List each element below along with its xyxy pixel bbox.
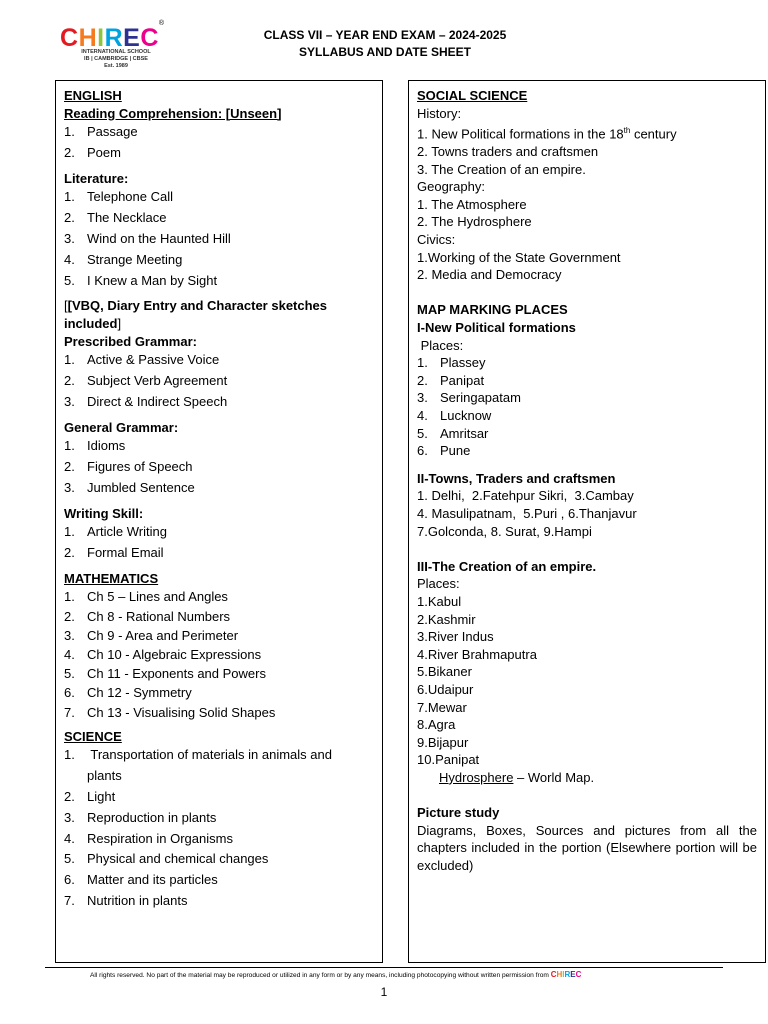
map-section-3-heading: III-The Creation of an empire. [417,558,597,574]
science-list [64,745,374,911]
header-subtitle: SYLLABUS AND DATE SHEET [298,45,471,59]
history-item: 2. Towns traders and craftsmen [417,144,599,160]
logo-line-3: Est. 1989 [104,63,128,69]
logo-line-2: IB | CAMBRIDGE | CBSE [84,56,148,62]
map-section-2-line: 7.Golconda, 8. Surat, 9.Hampi [417,523,592,539]
list-item: 2. Figures of Speech [64,458,193,474]
list-item: 7.Mewar [417,699,467,715]
list-item: 6.Udaipur [417,681,474,697]
picture-study-text: Diagrams, Boxes, Sources and pictures from all the chapters included in the portion (Elsewhere portion will be excluded) [417,822,757,873]
list-item: 5. I Knew a Man by Sight [64,272,218,288]
history-label: History: [417,105,462,121]
literature-heading: Literature: [64,170,129,186]
map-section-1-heading: I-New Political formations [417,320,576,336]
list-item: 2. Panipat [417,372,485,388]
picture-study-heading: Picture study [417,805,500,821]
civics-item: 2. Media and Democracy [417,267,562,283]
list-item: 4.River Brahmaputra [417,646,537,662]
list-item: 1. Article Writing [64,524,167,540]
list-item: 1. Ch 5 – Lines and Angles [64,589,228,605]
list-item: 1. Idioms [64,438,126,454]
places-label: Places: [417,337,464,353]
list-item: 1. Transportation of materials in animals and [64,747,332,763]
maths-title: MATHEMATICS [64,570,159,586]
footer-copyright: All rights reserved. No part of the material may be reproduced or utilized in any form or by any means, including photocopying without written permission from CHIREC [90,970,582,979]
right-column-content [417,87,757,874]
registered-mark: ® [158,20,165,27]
list-item: 2. Light [64,788,116,804]
geography-item: 1. The Atmosphere [417,196,527,212]
footer-brand: CHIREC [550,970,582,979]
list-item: 6. Ch 12 - Symmetry [64,685,192,701]
hydrosphere-note: Hydrosphere – World Map. [439,769,595,785]
left-column-box [55,80,383,963]
footer-divider [45,967,723,968]
logo-wordmark [60,22,165,52]
logo-letter: R [104,24,124,53]
school-logo [60,22,170,72]
prescribed-grammar-heading: Prescribed Grammar: [64,333,197,349]
logo-letter: C [60,24,79,53]
list-item: 5. Ch 11 - Exponents and Powers [64,666,266,682]
history-item: 3. The Creation of an empire. [417,161,586,177]
list-item: 4. Respiration in Organisms [64,830,233,846]
list-item: 1. Passage [64,124,138,140]
reading-heading: Reading Comprehension: [Unseen] [64,105,282,121]
list-item: 3. Direct & Indirect Speech [64,393,228,409]
left-column-content [64,87,374,912]
list-item: 2.Kashmir [417,611,476,627]
logo-line-1: INTERNATIONAL SCHOOL [81,49,151,55]
list-item: 9.Bijapur [417,734,469,750]
literature-list [64,187,374,291]
list-item: 2. Poem [64,144,121,160]
list-item: 4. Strange Meeting [64,251,183,267]
geography-item: 2. The Hydrosphere [417,214,532,230]
logo-letter: C [140,24,159,53]
right-column-box [408,80,766,963]
list-item: 10.Panipat [417,752,480,768]
logo-letter: H [78,24,98,53]
list-item: 1. Telephone Call [64,189,174,205]
list-item: 3. Jumbled Sentence [64,479,195,495]
sst-title: SOCIAL SCIENCE [417,88,528,103]
list-item: 1.Kabul [417,593,462,609]
list-item: 2. Formal Email [64,544,164,560]
map-section-2-line: 4. Masulipatnam, 5.Puri , 6.Thanjavur [417,505,637,521]
list-item: 4. Lucknow [417,408,492,424]
list-item: 8.Agra [417,717,456,733]
vbq-note: [[VBQ, Diary Entry and Character sketches [64,298,328,314]
places-label: Places: [417,576,460,592]
list-item: 2. Ch 8 - Rational Numbers [64,608,231,624]
list-item: 3. Seringapatam [417,390,521,406]
list-item: 3. Wind on the Haunted Hill [64,230,231,246]
writing-skill-list [64,522,374,564]
list-item: 5. Amritsar [417,425,489,441]
logo-letter: I [97,24,105,53]
maths-list [64,587,374,721]
reading-list [64,122,374,164]
english-title: ENGLISH [64,88,122,103]
civics-label: Civics: [417,232,456,248]
map-title: MAP MARKING PLACES [417,302,568,318]
list-item: 1. Active & Passive Voice [64,352,220,368]
list-item: 5.Bikaner [417,664,472,680]
list-item: 3. Reproduction in plants [64,809,217,825]
list-item: 1. Plassey [417,355,486,371]
list-item: 6. Pune [417,443,471,459]
logo-subtitle [66,49,166,70]
list-item: 7. Ch 13 - Visualising Solid Shapes [64,704,276,720]
map-section-2-line: 1. Delhi, 2.Fatehpur Sikri, 3.Cambay [417,488,634,504]
list-item: 4. Ch 10 - Algebraic Expressions [64,646,262,662]
list-item: 3. Ch 9 - Area and Perimeter [64,627,239,643]
header-title: CLASS VII – YEAR END EXAM – 2024-2025 [263,28,507,42]
list-item: 3.River Indus [417,629,494,645]
map-section-1-list [417,354,757,460]
logo-letter: E [123,24,141,53]
science-title: SCIENCE [64,728,122,744]
list-item: 2. The Necklace [64,210,167,226]
civics-item: 1.Working of the State Government [417,249,621,265]
history-item: 1. New Political formations in the 18th century [417,126,677,142]
list-item: 5. Physical and chemical changes [64,851,269,867]
general-grammar-list [64,436,374,498]
list-item: 7. Nutrition in plants [64,892,188,908]
page-number: 1 [380,985,388,999]
list-item: 6. Matter and its particles [64,872,218,888]
page-header [180,27,590,61]
list-item-cont: plants [87,768,122,784]
writing-skill-heading: Writing Skill: [64,505,144,521]
geography-label: Geography: [417,179,485,195]
prescribed-grammar-list [64,350,374,412]
vbq-note-cont: included] [64,315,122,331]
list-item: 2. Subject Verb Agreement [64,372,228,388]
map-section-2-heading: II-Towns, Traders and craftsmen [417,470,616,486]
general-grammar-heading: General Grammar: [64,419,179,435]
